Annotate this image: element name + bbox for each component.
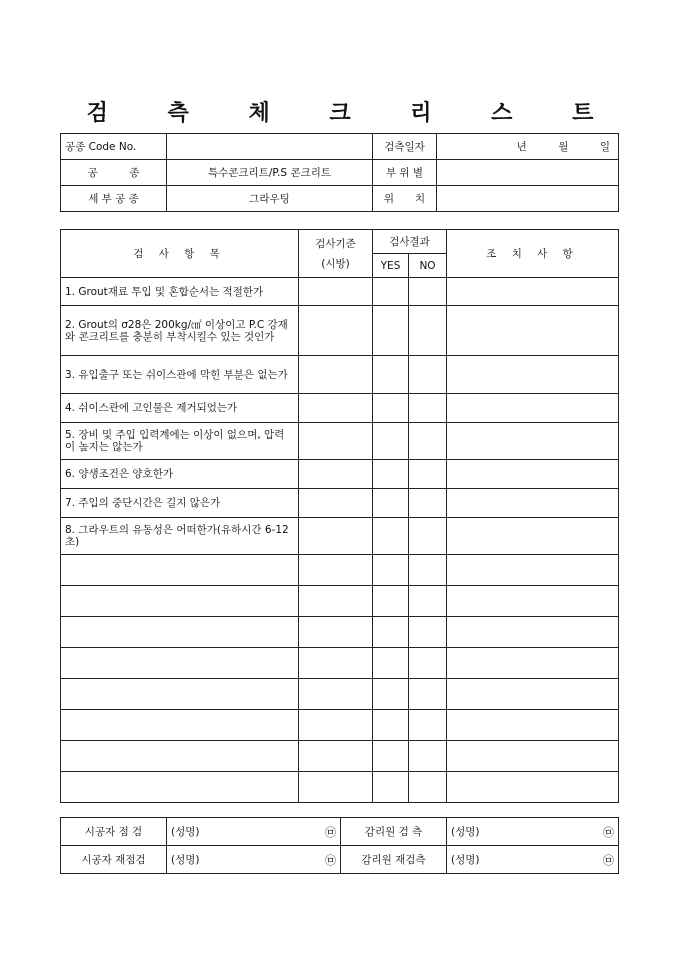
empty-row	[61, 586, 619, 617]
item-text: 2. Grout의 σ28은 200kg/㎠ 이상이고 P.C 강재와 콘크리트를 충분히 부착시킬수 있는 것인가	[61, 306, 299, 356]
no-cell[interactable]	[409, 679, 447, 710]
yes-cell[interactable]	[373, 648, 409, 679]
empty-row	[61, 772, 619, 803]
col-standard-header: 검사기준 (시방)	[299, 230, 373, 278]
yes-cell[interactable]	[373, 710, 409, 741]
detail-value[interactable]: 그라우팅	[167, 186, 373, 212]
page-title: 검 측 체 크 리 스 트	[86, 100, 620, 126]
location-value[interactable]	[437, 186, 619, 212]
no-cell[interactable]	[409, 394, 447, 423]
no-cell[interactable]	[409, 617, 447, 648]
standard-cell[interactable]	[299, 555, 373, 586]
no-cell[interactable]	[409, 772, 447, 803]
action-cell[interactable]	[447, 489, 619, 518]
action-cell[interactable]	[447, 586, 619, 617]
table-row	[61, 460, 619, 489]
no-cell[interactable]	[409, 356, 447, 394]
standard-cell[interactable]	[299, 518, 373, 555]
detail-label: 세 부 공 종	[61, 186, 167, 212]
no-cell[interactable]	[409, 489, 447, 518]
item-cell[interactable]	[61, 555, 299, 586]
standard-cell[interactable]	[299, 356, 373, 394]
standard-cell[interactable]	[299, 460, 373, 489]
seal-icon: ㉤	[603, 825, 614, 839]
table-row	[61, 278, 619, 306]
action-cell[interactable]	[447, 460, 619, 489]
action-cell[interactable]	[447, 555, 619, 586]
empty-row	[61, 555, 619, 586]
item-cell[interactable]	[61, 772, 299, 803]
item-text: 8. 그라우트의 유동성은 어떠한가(유하시간 6-12초)	[61, 518, 299, 555]
supervisor-check-label: 감리원 검 측	[341, 818, 447, 846]
yes-cell[interactable]	[373, 679, 409, 710]
empty-row	[61, 710, 619, 741]
standard-cell[interactable]	[299, 306, 373, 356]
col-no-header: NO	[409, 254, 447, 278]
yes-cell[interactable]	[373, 460, 409, 489]
item-text: 7. 주입의 중단시간은 길지 않은가	[61, 489, 299, 518]
name-label: (성명)	[451, 825, 480, 838]
no-cell[interactable]	[409, 278, 447, 306]
no-cell[interactable]	[409, 306, 447, 356]
action-cell[interactable]	[447, 679, 619, 710]
action-cell[interactable]	[447, 710, 619, 741]
no-cell[interactable]	[409, 648, 447, 679]
part-label: 부 위 별	[373, 160, 437, 186]
standard-cell[interactable]	[299, 772, 373, 803]
action-cell[interactable]	[447, 518, 619, 555]
date-label: 검측일자	[373, 134, 437, 160]
item-cell[interactable]	[61, 617, 299, 648]
item-text: 1. Grout재료 투입 및 혼합순서는 적절한가	[61, 278, 299, 306]
no-cell[interactable]	[409, 586, 447, 617]
location-label: 위 치	[373, 186, 437, 212]
supervisor-recheck-label: 감리원 재검측	[341, 846, 447, 874]
contractor-recheck-name[interactable]	[167, 846, 341, 874]
no-cell[interactable]	[409, 555, 447, 586]
item-text: 3. 유입출구 또는 쉬이스관에 막힌 부분은 없는가	[61, 356, 299, 394]
standard-cell[interactable]	[299, 617, 373, 648]
standard-cell[interactable]	[299, 278, 373, 306]
name-label: (성명)	[171, 853, 200, 866]
item-cell[interactable]	[61, 679, 299, 710]
standard-cell[interactable]	[299, 679, 373, 710]
name-label: (성명)	[171, 825, 200, 838]
table-row	[61, 356, 619, 394]
yes-cell[interactable]	[373, 306, 409, 356]
table-row	[61, 394, 619, 423]
action-cell[interactable]	[447, 423, 619, 460]
yes-cell[interactable]	[373, 356, 409, 394]
yes-cell[interactable]	[373, 741, 409, 772]
table-row	[61, 518, 619, 555]
code-value[interactable]	[167, 134, 373, 160]
date-value[interactable]: 년 월 일	[437, 134, 619, 160]
supervisor-check-name[interactable]	[447, 818, 619, 846]
col-action-header: 조 치 사 항	[447, 230, 619, 278]
action-cell[interactable]	[447, 648, 619, 679]
action-cell[interactable]	[447, 741, 619, 772]
signature-table	[60, 817, 619, 874]
yes-cell[interactable]	[373, 278, 409, 306]
standard-cell[interactable]	[299, 710, 373, 741]
supervisor-recheck-name[interactable]	[447, 846, 619, 874]
standard-cell[interactable]	[299, 423, 373, 460]
yes-cell[interactable]	[373, 586, 409, 617]
name-label: (성명)	[451, 853, 480, 866]
standard-cell[interactable]	[299, 741, 373, 772]
no-cell[interactable]	[409, 423, 447, 460]
no-cell[interactable]	[409, 460, 447, 489]
item-cell[interactable]	[61, 710, 299, 741]
table-row	[61, 489, 619, 518]
item-text: 5. 장비 및 주입 입력계에는 이상이 없으며, 압력이 높지는 않는가	[61, 423, 299, 460]
yes-cell[interactable]	[373, 423, 409, 460]
action-cell[interactable]	[447, 772, 619, 803]
item-cell[interactable]	[61, 586, 299, 617]
item-text: 6. 양생조건은 양호한가	[61, 460, 299, 489]
empty-row	[61, 617, 619, 648]
work-label: 공 종	[61, 160, 167, 186]
yes-cell[interactable]	[373, 772, 409, 803]
col-result-header: 검사결과	[373, 230, 447, 254]
part-value[interactable]	[437, 160, 619, 186]
empty-row	[61, 648, 619, 679]
standard-cell[interactable]	[299, 394, 373, 423]
yes-cell[interactable]	[373, 394, 409, 423]
no-cell[interactable]	[409, 518, 447, 555]
empty-row	[61, 741, 619, 772]
col-item-header: 검 사 항 목	[61, 230, 299, 278]
standard-cell[interactable]	[299, 489, 373, 518]
seal-icon: ㉤	[603, 853, 614, 867]
seal-icon: ㉤	[325, 853, 336, 867]
action-cell[interactable]	[447, 278, 619, 306]
header-table	[60, 133, 619, 212]
table-row	[61, 423, 619, 460]
seal-icon: ㉤	[325, 825, 336, 839]
contractor-check-label: 시공자 점 검	[61, 818, 167, 846]
yes-cell[interactable]	[373, 489, 409, 518]
standard-cell[interactable]	[299, 648, 373, 679]
contractor-recheck-label: 시공자 재점검	[61, 846, 167, 874]
no-cell[interactable]	[409, 741, 447, 772]
action-cell[interactable]	[447, 306, 619, 356]
no-cell[interactable]	[409, 710, 447, 741]
work-value[interactable]: 특수콘크리트/P.S 콘크리트	[167, 160, 373, 186]
action-cell[interactable]	[447, 617, 619, 648]
item-cell[interactable]	[61, 648, 299, 679]
code-label: 공종 Code No.	[61, 134, 167, 160]
col-yes-header: YES	[373, 254, 409, 278]
empty-row	[61, 679, 619, 710]
action-cell[interactable]	[447, 356, 619, 394]
table-row	[61, 306, 619, 356]
action-cell[interactable]	[447, 394, 619, 423]
yes-cell[interactable]	[373, 555, 409, 586]
contractor-check-name[interactable]	[167, 818, 341, 846]
yes-cell[interactable]	[373, 518, 409, 555]
standard-cell[interactable]	[299, 586, 373, 617]
item-text: 4. 쉬이스관에 고인물은 제거되었는가	[61, 394, 299, 423]
item-cell[interactable]	[61, 741, 299, 772]
yes-cell[interactable]	[373, 617, 409, 648]
checklist-table	[60, 229, 619, 803]
